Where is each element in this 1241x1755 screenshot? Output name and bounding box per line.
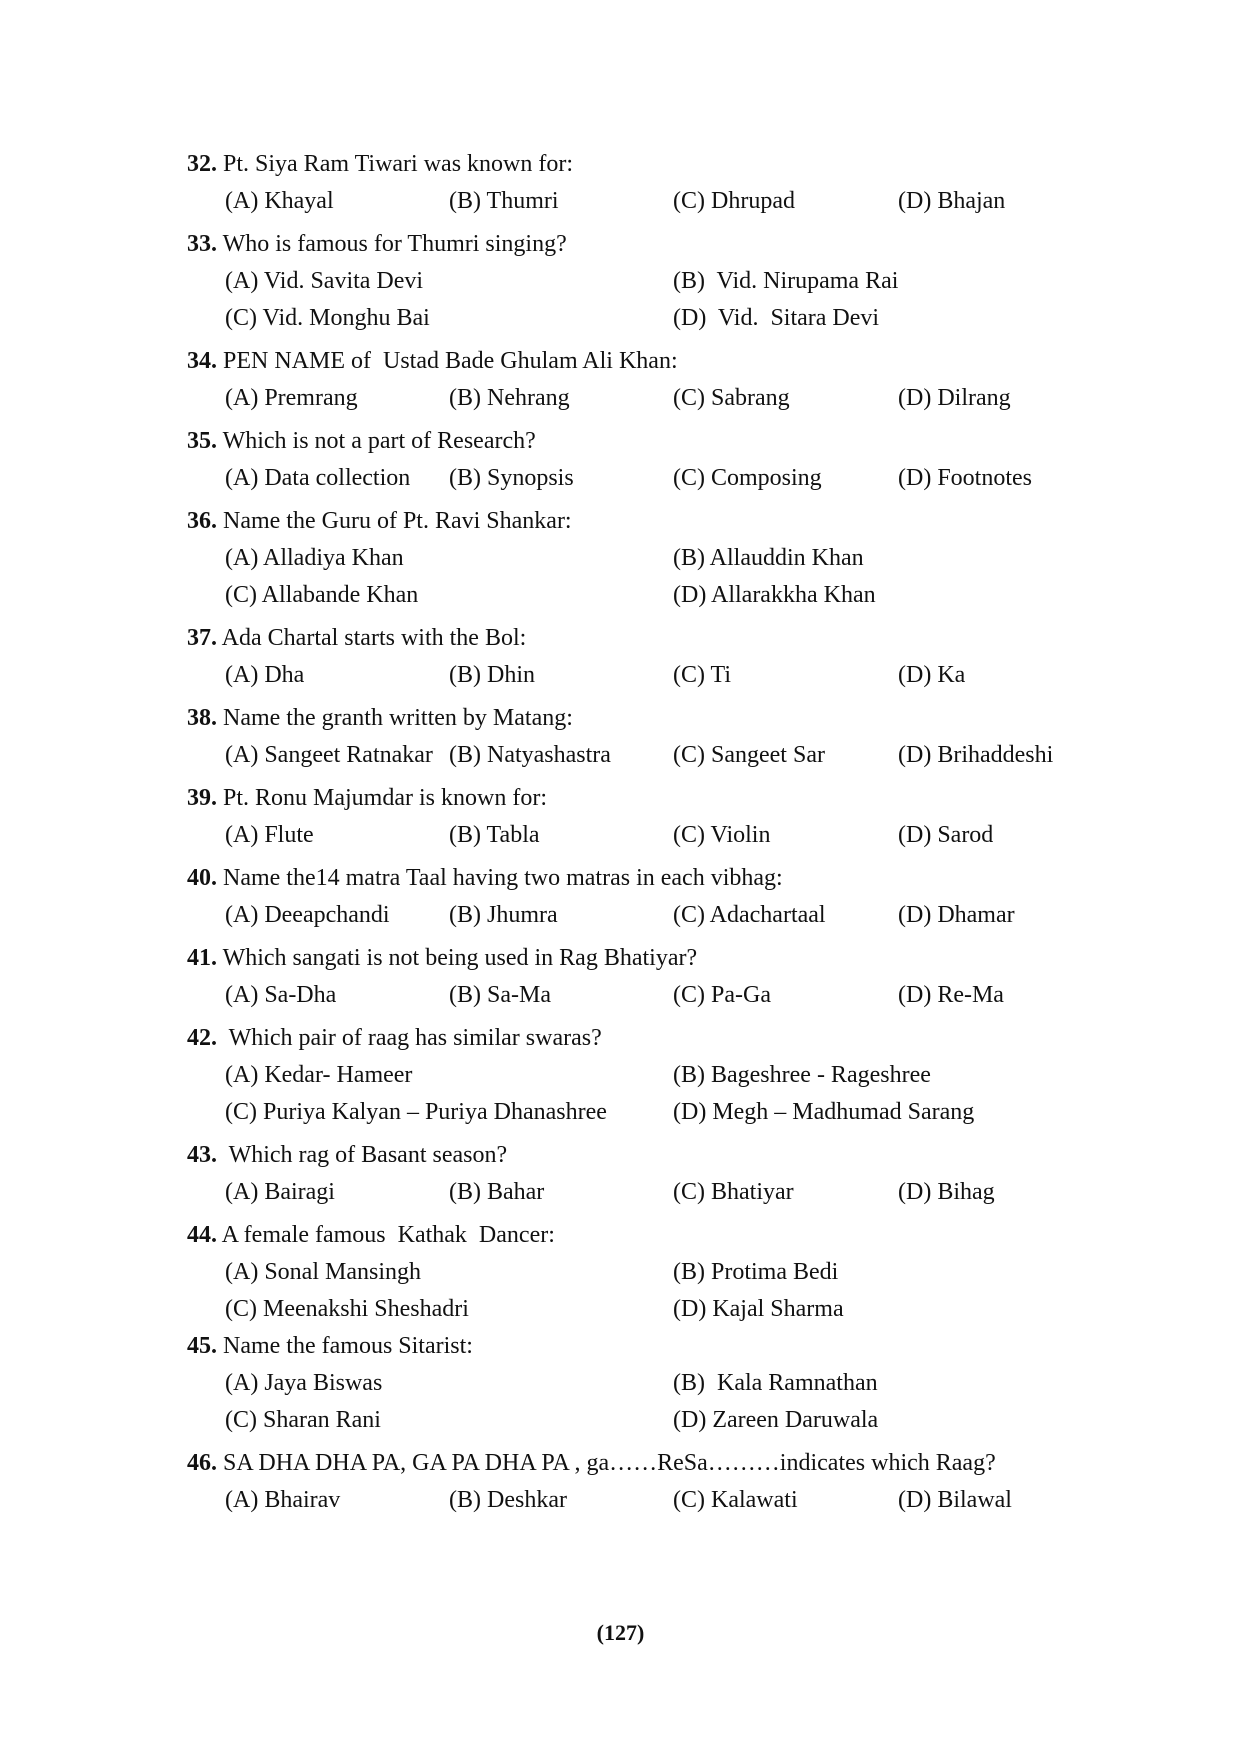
option-d: (D) Megh – Madhumad Sarang [673, 1099, 975, 1125]
option-d: (D) Re-Ma [898, 982, 1004, 1008]
question-number: 40. [187, 865, 217, 891]
option-a: (A) Sangeet Ratnakar [225, 742, 433, 768]
option-group [187, 737, 1087, 774]
question-text: Name the14 matra Taal having two matras in each vibhag: [217, 865, 783, 891]
question-number: 42. [187, 1025, 217, 1051]
question-33 [187, 226, 1087, 337]
option-group [187, 460, 1087, 497]
question-stem [187, 226, 1087, 263]
option-group [187, 977, 1087, 1014]
question-stem [187, 860, 1087, 897]
question-39 [187, 780, 1087, 854]
page-number: (127) [596, 1620, 645, 1645]
option-a: (A) Deeapchandi [225, 902, 390, 928]
option-group [187, 380, 1087, 417]
question-number: 38. [187, 705, 217, 731]
option-a: (A) Khayal [225, 188, 334, 214]
option-group [187, 540, 1087, 614]
question-text: Which pair of raag has similar swaras? [217, 1025, 602, 1051]
option-group [187, 657, 1087, 694]
question-stem [187, 1328, 1087, 1365]
option-b: (B) Natyashastra [449, 742, 611, 768]
question-text: Which is not a part of Research? [217, 428, 536, 454]
option-b: (B) Protima Bedi [673, 1259, 839, 1285]
question-number: 41. [187, 945, 217, 971]
question-40 [187, 860, 1087, 934]
option-group [187, 1482, 1087, 1519]
option-a: (A) Bairagi [225, 1179, 335, 1205]
question-stem [187, 1137, 1087, 1174]
option-b: (B) Bahar [449, 1179, 545, 1205]
question-stem [187, 620, 1087, 657]
option-b: (B) Jhumra [449, 902, 558, 928]
option-group [187, 817, 1087, 854]
option-c: (C) Kalawati [673, 1487, 798, 1513]
question-text: Name the Guru of Pt. Ravi Shankar: [217, 508, 572, 534]
option-c: (C) Puriya Kalyan – Puriya Dhanashree [225, 1099, 607, 1125]
question-number: 36. [187, 508, 217, 534]
option-b: (B) Deshkar [449, 1487, 567, 1513]
question-stem [187, 1217, 1087, 1254]
question-number: 44. [187, 1222, 217, 1248]
option-c: (C) Ti [673, 662, 732, 688]
option-a: (A) Alladiya Khan [225, 545, 404, 571]
question-text: Ada Chartal starts with the Bol: [217, 625, 527, 651]
option-a: (A) Bhairav [225, 1487, 341, 1513]
option-d: (D) Brihaddeshi [898, 742, 1054, 768]
option-a: (A) Vid. Savita Devi [225, 268, 424, 294]
option-d: (D) Zareen Daruwala [673, 1407, 879, 1433]
option-b: (B) Tabla [449, 822, 540, 848]
question-stem [187, 343, 1087, 380]
question-stem [187, 503, 1087, 540]
question-42 [187, 1020, 1087, 1131]
question-44 [187, 1217, 1087, 1328]
option-c: (C) Sabrang [673, 385, 790, 411]
option-b: (B) Bageshree - Rageshree [673, 1062, 931, 1088]
question-number: 34. [187, 348, 217, 374]
question-text: Name the famous Sitarist: [217, 1333, 473, 1359]
question-text: Pt. Siya Ram Tiwari was known for: [217, 151, 574, 177]
option-group [187, 1254, 1087, 1328]
option-d: (D) Ka [898, 662, 966, 688]
question-text: PEN NAME of Ustad Bade Ghulam Ali Khan: [217, 348, 678, 374]
option-c: (C) Sharan Rani [225, 1407, 381, 1433]
option-group [187, 897, 1087, 934]
option-a: (A) Kedar- Hameer [225, 1062, 413, 1088]
question-text: Name the granth written by Matang: [217, 705, 573, 731]
question-number: 37. [187, 625, 217, 651]
question-43 [187, 1137, 1087, 1211]
option-a: (A) Premrang [225, 385, 358, 411]
question-stem [187, 146, 1087, 183]
option-group [187, 183, 1087, 220]
option-a: (A) Jaya Biswas [225, 1370, 383, 1396]
question-stem [187, 1020, 1087, 1057]
question-number: 35. [187, 428, 217, 454]
option-d: (D) Bhajan [898, 188, 1006, 214]
question-36 [187, 503, 1087, 614]
question-number: 43. [187, 1142, 217, 1168]
option-b: (B) Thumri [449, 188, 559, 214]
option-c: (C) Dhrupad [673, 188, 795, 214]
option-c: (C) Composing [673, 465, 822, 491]
question-text: Pt. Ronu Majumdar is known for: [217, 785, 547, 811]
option-c: (C) Pa-Ga [673, 982, 771, 1008]
question-stem [187, 423, 1087, 460]
option-c: (C) Violin [673, 822, 771, 848]
option-a: (A) Data collection [225, 465, 411, 491]
option-group [187, 263, 1087, 337]
question-text: Which rag of Basant season? [217, 1142, 508, 1168]
option-group [187, 1057, 1087, 1131]
option-c: (C) Vid. Monghu Bai [225, 305, 430, 331]
option-d: (D) Kajal Sharma [673, 1296, 844, 1322]
option-c: (C) Bhatiyar [673, 1179, 794, 1205]
question-34 [187, 343, 1087, 417]
option-d: (D) Dhamar [898, 902, 1015, 928]
question-stem [187, 780, 1087, 817]
question-32 [187, 146, 1087, 220]
question-45 [187, 1328, 1087, 1439]
option-d: (D) Bihag [898, 1179, 995, 1205]
option-d: (D) Bilawal [898, 1487, 1012, 1513]
question-list [187, 146, 1087, 1525]
question-35 [187, 423, 1087, 497]
question-text: Who is famous for Thumri singing? [217, 231, 567, 257]
question-text: A female famous Kathak Dancer: [217, 1222, 555, 1248]
option-b: (B) Synopsis [449, 465, 574, 491]
option-c: (C) Sangeet Sar [673, 742, 825, 768]
question-number: 33. [187, 231, 217, 257]
question-46 [187, 1445, 1087, 1519]
option-d: (D) Dilrang [898, 385, 1011, 411]
question-41 [187, 940, 1087, 1014]
option-b: (B) Dhin [449, 662, 535, 688]
option-c: (C) Adachartaal [673, 902, 826, 928]
question-number: 45. [187, 1333, 217, 1359]
question-number: 32. [187, 151, 217, 177]
option-d: (D) Footnotes [898, 465, 1032, 491]
question-38 [187, 700, 1087, 774]
question-number: 39. [187, 785, 217, 811]
question-text: Which sangati is not being used in Rag Bhatiyar? [217, 945, 698, 971]
option-b: (B) Allauddin Khan [673, 545, 864, 571]
option-c: (C) Meenakshi Sheshadri [225, 1296, 469, 1322]
option-b: (B) Kala Ramnathan [673, 1370, 878, 1396]
question-text: SA DHA DHA PA, GA PA DHA PA , ga……ReSa………indicates which Raag? [217, 1450, 996, 1476]
question-number: 46. [187, 1450, 217, 1476]
option-group [187, 1174, 1087, 1211]
option-d: (D) Vid. Sitara Devi [673, 305, 880, 331]
option-a: (A) Sonal Mansingh [225, 1259, 421, 1285]
option-group [187, 1365, 1087, 1439]
option-b: (B) Vid. Nirupama Rai [673, 268, 899, 294]
option-b: (B) Nehrang [449, 385, 570, 411]
option-a: (A) Sa-Dha [225, 982, 337, 1008]
option-d: (D) Sarod [898, 822, 994, 848]
option-c: (C) Allabande Khan [225, 582, 419, 608]
option-d: (D) Allarakkha Khan [673, 582, 876, 608]
question-stem [187, 700, 1087, 737]
option-a: (A) Dha [225, 662, 305, 688]
question-37 [187, 620, 1087, 694]
question-stem [187, 940, 1087, 977]
option-b: (B) Sa-Ma [449, 982, 551, 1008]
question-stem [187, 1445, 1087, 1482]
option-a: (A) Flute [225, 822, 314, 848]
